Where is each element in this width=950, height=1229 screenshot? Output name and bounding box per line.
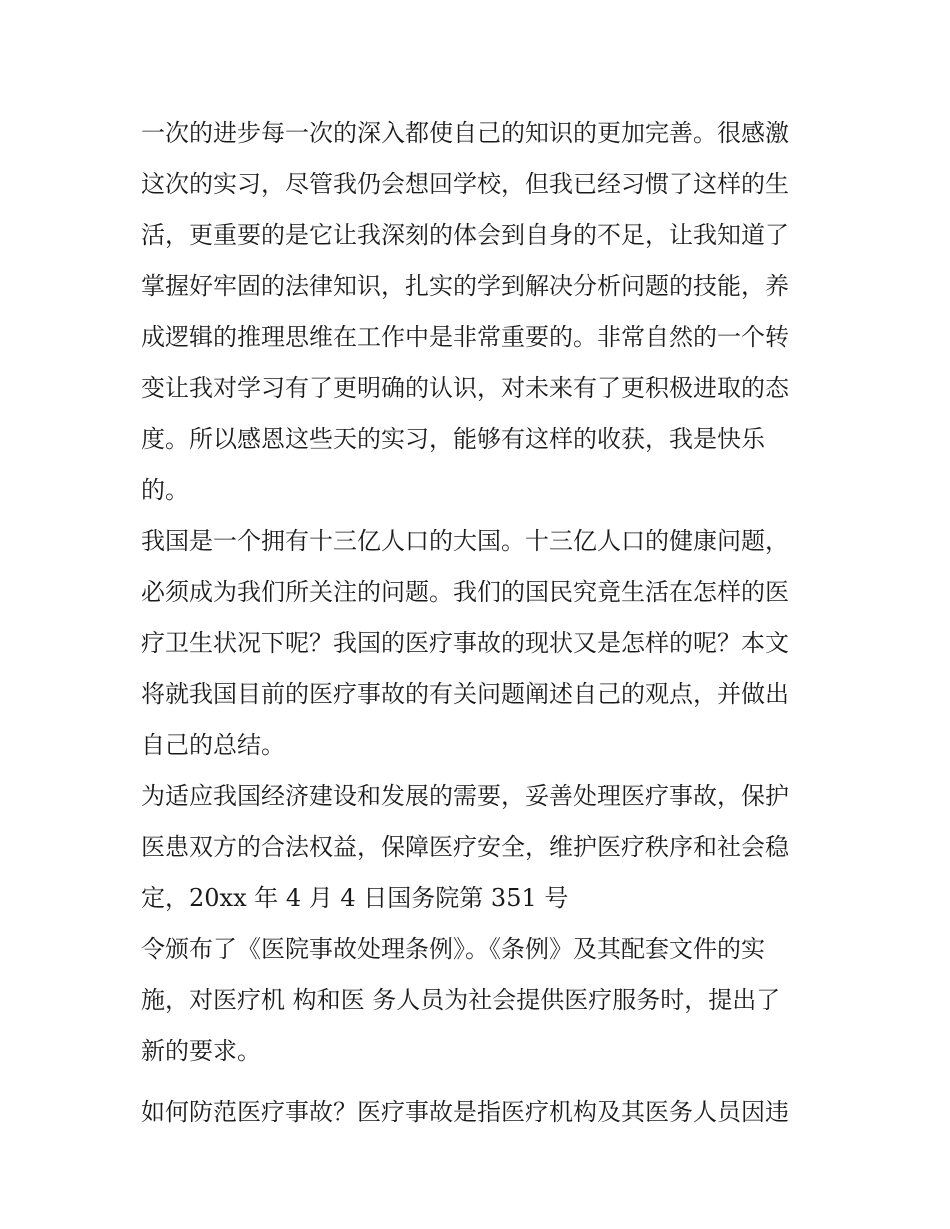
text-line: 变让我对学习有了更明确的认识，对未来有了更积极进取的态 — [141, 374, 789, 402]
text-line: 掌握好牢固的法律知识，扎实的学到解决分析问题的技能，养 — [141, 272, 789, 300]
text-line: 必须成为我们所关注的问题。我们的国民究竟生活在怎样的医 — [141, 578, 789, 606]
text-line: 为适应我国经济建设和发展的需要，妥善处理医疗事故，保护 — [141, 782, 789, 810]
text-line: 这次的实习，尽管我仍会想回学校，但我已经习惯了这样的生 — [141, 170, 789, 198]
text-line: 成逻辑的推理思维在工作中是非常重要的。非常自然的一个转 — [141, 323, 789, 351]
text-line: 度。所以感恩这些天的实习，能够有这样的收获，我是快乐 — [141, 425, 765, 453]
document-body — [141, 108, 821, 1138]
text-line: 如何防范医疗事故？医疗事故是指医疗机构及其医务人员因违 — [141, 1098, 789, 1126]
text-line: 的。 — [141, 476, 189, 504]
text-line: 令颁布了《医院事故处理条例》。《条例》及其配套文件的实 — [141, 935, 765, 963]
text-line: 疗卫生状况下呢？我国的医疗事故的现状又是怎样的呢？本文 — [141, 629, 789, 657]
text-line: 一次的进步每一次的深入都使自己的知识的更加完善。很感激 — [141, 119, 789, 147]
text-line: 新的要求。 — [141, 1037, 261, 1065]
text-line: 将就我国目前的医疗事故的有关问题阐述自己的观点，并做出 — [141, 680, 789, 708]
text-line: 我国是一个拥有十三亿人口的大国。十三亿人口的健康问题， — [141, 527, 789, 555]
text-line: 自己的总结。 — [141, 731, 285, 759]
text-line: 活，更重要的是它让我深刻的体会到自身的不足，让我知道了 — [141, 221, 789, 249]
text-line: 定，20xx 年 4 月 4 日国务院第 351 号 — [141, 884, 569, 912]
text-line: 医患双方的合法权益，保障医疗安全，维护医疗秩序和社会稳 — [141, 833, 789, 861]
text-line: 施，对医疗机 构和医 务人员为社会提供医疗服务时，提出了 — [141, 986, 781, 1014]
